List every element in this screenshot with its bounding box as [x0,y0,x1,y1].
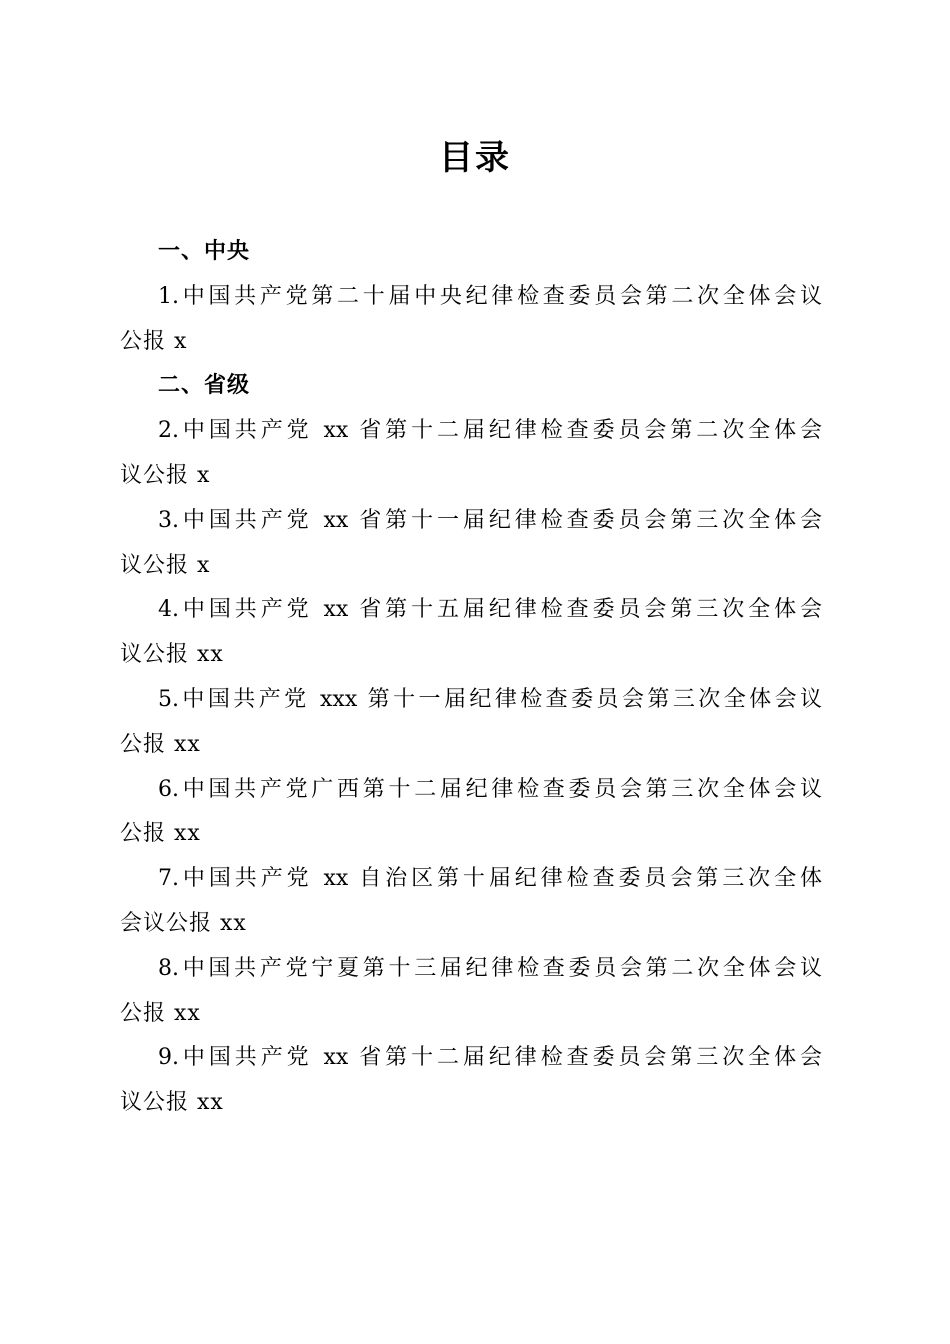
toc-entry-2[interactable] [120,409,822,499]
toc-entry-line: 公报 x [120,328,188,354]
toc-entry-line: 会议公报 xx [120,910,247,936]
toc-entry-line: 议公报 xx [120,642,224,668]
toc-entry-line: 7.中国共产党 xx 自治区第十届纪律检查委员会第三次全体 [158,866,822,892]
toc-entry-line: 3.中国共产党 xx 省第十一届纪律检查委员会第三次全体会 [158,507,822,533]
toc-entry-3[interactable] [120,499,822,589]
toc-entry-line: 公报 xx [120,1000,201,1026]
toc-entry-line: 4.中国共产党 xx 省第十五届纪律检查委员会第三次全体会 [158,597,822,623]
toc-entry-6[interactable] [120,768,822,858]
section-heading-provincial: 二、省级 [158,373,251,399]
toc-entry-line: 9.中国共产党 xx 省第十二届纪律检查委员会第三次全体会 [158,1045,822,1071]
toc-entry-5[interactable] [120,678,822,768]
toc-entry-line: 议公报 xx [120,1090,224,1116]
toc-entry-line: 6.中国共产党广西第十二届纪律检查委员会第三次全体会议 [158,776,822,802]
toc-entry-9[interactable] [120,1036,822,1126]
toc-entry-line: 公报 xx [120,731,201,757]
toc-entry-line: 1.中国共产党第二十届中央纪律检查委员会第二次全体会议 [158,283,822,309]
toc-entry-7[interactable] [120,857,822,947]
toc-entry-line: 公报 xx [120,821,201,847]
toc-entry-8[interactable] [120,947,822,1037]
toc-entry-line: 5.中国共产党 xxx 第十一届纪律检查委员会第三次全体会议 [158,686,822,712]
page-title: 目录 [439,138,511,178]
section-heading-central: 一、中央 [158,239,251,264]
toc-entry-1[interactable] [120,275,822,365]
toc-entry-line: 8.中国共产党宁夏第十三届纪律检查委员会第二次全体会议 [158,955,822,981]
toc-entry-line: 2.中国共产党 xx 省第十二届纪律检查委员会第二次全体会 [158,418,822,444]
toc-entry-line: 议公报 x [120,552,211,578]
toc-entry-4[interactable] [120,588,822,678]
table-of-contents [120,230,822,1126]
toc-entry-line: 议公报 x [120,462,211,488]
